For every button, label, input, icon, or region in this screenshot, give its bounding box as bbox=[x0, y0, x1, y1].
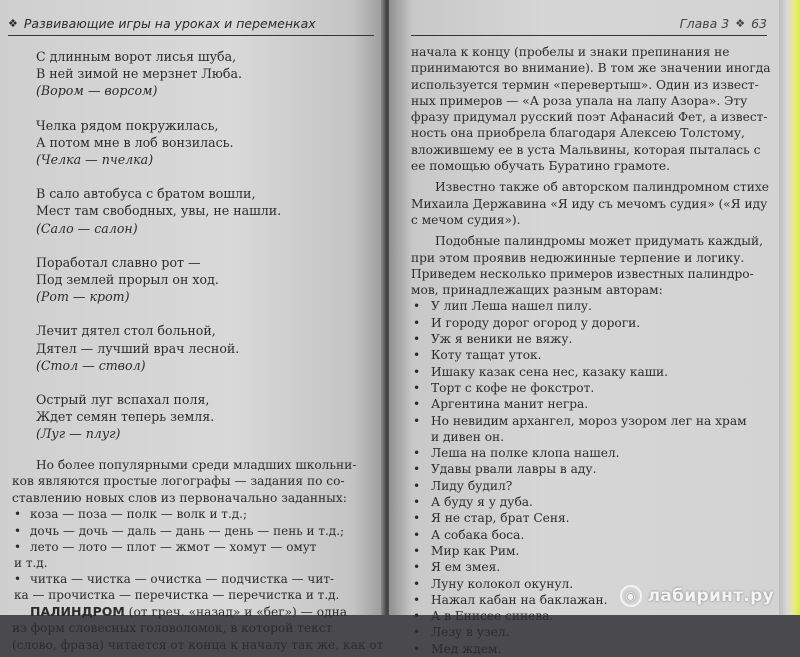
bullet-icon: • bbox=[413, 592, 421, 607]
page-edge-strip bbox=[779, 0, 800, 615]
list-item: • А буду я у дуба. bbox=[413, 495, 533, 510]
list-item: • Леша на полке клопа нашел. bbox=[413, 446, 620, 461]
bullet-icon: • bbox=[413, 380, 421, 395]
poem-answer: (Челка — пчелка) bbox=[36, 152, 154, 168]
text-line: Подобные палиндромы может придумать каждый, bbox=[435, 234, 764, 249]
list-item: • Мед ждем. bbox=[413, 641, 502, 656]
bullet-icon: • bbox=[413, 332, 421, 347]
page-number: 63 bbox=[751, 16, 767, 31]
poem-line: Острый луг вспахал поля, bbox=[36, 392, 210, 408]
chapter-label: Глава 3 bbox=[679, 16, 730, 31]
text-line: при этом проявив недюжинные терпение и логику. bbox=[411, 250, 745, 265]
list-item: • лето — лото — плот — жмот — хомут — омут и т.д. bbox=[14, 539, 317, 571]
bullet-icon: • bbox=[413, 527, 421, 542]
poem-line: Дятел — лучший врач лесной. bbox=[36, 340, 240, 356]
poem-line: В ней зимой не мерзнет Люба. bbox=[36, 66, 242, 82]
text-line: начала к концу (пробелы и знаки препинания не bbox=[411, 45, 730, 59]
watermark-text: лабиринт.ру bbox=[647, 586, 774, 606]
logograph-list bbox=[8, 506, 374, 603]
text-line: (от греч. «назад» и «бег») — одна bbox=[124, 604, 347, 619]
bullet-icon: • bbox=[413, 397, 421, 412]
poem-line: В сало автобуса с братом вошли, bbox=[36, 186, 256, 202]
poem-line: А потом мне в лоб вонзилась. bbox=[36, 134, 234, 150]
bullet-icon: • bbox=[14, 507, 22, 522]
poem-line: Под землей прорыл он ход. bbox=[36, 272, 219, 288]
diamond-icon: ❖ bbox=[8, 17, 18, 30]
palindrome-paragraph bbox=[411, 44, 771, 174]
list-item: • Лезу в узел. bbox=[413, 625, 510, 640]
list-item: • Лиду будил? bbox=[413, 478, 513, 493]
text-line: мов, принадлежащих разным авторам: bbox=[411, 283, 663, 298]
poem-line: Ждет семян теперь земля. bbox=[36, 409, 215, 425]
poem bbox=[36, 322, 374, 374]
list-item: • Но невидим архангел, мороз узором лег на храм и дивен он. bbox=[413, 413, 747, 444]
text-line: Но более популярными среди младших школьни- bbox=[36, 457, 357, 472]
left-header-title: Развивающие игры на уроках и переменках bbox=[23, 16, 316, 31]
text-line: фразу придумал русский поэт Афанасий Фет, а извест- bbox=[411, 110, 768, 125]
examples-paragraph bbox=[411, 233, 767, 298]
list-item: • Ишаку казак сена нес, казаку каши. bbox=[413, 364, 669, 379]
bullet-icon: • bbox=[413, 511, 421, 526]
poem bbox=[36, 254, 374, 306]
logograph-paragraph bbox=[12, 457, 374, 507]
bullet-icon: • bbox=[413, 462, 421, 477]
bullet-icon: • bbox=[413, 495, 421, 510]
list-item: • дочь — дочь — даль — дань — день — пень и т.д.; bbox=[14, 523, 345, 538]
text-line: с мечом судия»). bbox=[411, 212, 521, 227]
list-item: • У лип Леша нашел пилу. bbox=[413, 299, 592, 314]
list-item: • Аргентина манит негра. bbox=[413, 397, 589, 412]
poem bbox=[36, 48, 374, 100]
text-line: Приведем несколько примеров известных палиндро- bbox=[411, 266, 754, 281]
right-running-header bbox=[411, 16, 767, 36]
list-item: • коза — поза — полк — волк и т.д.; bbox=[14, 507, 248, 522]
text-line: (слово, фраза) читается от конца к началу так же, как от bbox=[12, 637, 384, 652]
bullet-icon: • bbox=[413, 560, 421, 575]
poem-answer: (Луг — плуг) bbox=[36, 426, 121, 442]
bullet-icon: • bbox=[413, 299, 421, 314]
list-item: • Нажал кабан на баклажан. bbox=[413, 592, 608, 607]
list-item: • Удавы рвали лавры в аду. bbox=[413, 462, 597, 477]
poem-answer: (Сало — салон) bbox=[36, 220, 138, 236]
list-item: • А собака боса. bbox=[413, 527, 525, 542]
bullet-icon: • bbox=[14, 572, 22, 587]
bullet-icon: • bbox=[14, 539, 22, 554]
bullet-icon: • bbox=[413, 446, 421, 461]
poem-line: Мест там свободных, увы, не нашли. bbox=[36, 203, 282, 219]
list-item: • Луну колокол окунул. bbox=[413, 576, 574, 591]
text-line: используется термин «перевертыш». Один из извест- bbox=[411, 77, 759, 92]
poem-line: С длинным ворот лисья шуба, bbox=[36, 49, 237, 64]
watermark bbox=[620, 585, 774, 607]
text-line: вложившему ее в уста Мальвины, которая пыталась с bbox=[411, 142, 761, 157]
list-item: • Мир как Рим. bbox=[413, 543, 520, 558]
list-item: • читка — чистка — очистка — подчистка — чит- ка — прочистка — перечистка — перечистка и т.д. bbox=[14, 572, 340, 603]
poem bbox=[36, 117, 374, 169]
bullet-icon: • bbox=[413, 625, 421, 640]
text-line: Михаила Державина «Я иду съ мечомъ судия» («Я иду bbox=[411, 196, 768, 211]
diamond-icon: ❖ bbox=[735, 17, 746, 30]
bullet-icon: • bbox=[413, 364, 421, 379]
list-item: • И городу дорог огород у дороги. bbox=[413, 315, 641, 330]
poem-line: Челка рядом покружилась, bbox=[36, 117, 219, 133]
riddle-poems bbox=[8, 48, 374, 443]
bullet-icon: • bbox=[413, 543, 421, 558]
bullet-icon: • bbox=[14, 523, 22, 538]
poem-answer: (Рот — крот) bbox=[36, 289, 130, 305]
poem-answer: (Стол — ствол) bbox=[36, 357, 146, 373]
text-line: из форм словесных головоломок, в которой текст bbox=[12, 621, 333, 636]
right-page bbox=[389, 0, 779, 656]
list-item: • Уж я веники не вяжу. bbox=[413, 332, 573, 347]
palindrome-definition bbox=[12, 603, 384, 654]
text-line: Известно также об авторском палиндромном стихе bbox=[435, 180, 769, 195]
list-item: • Торт с кофе не фокстрот. bbox=[413, 380, 595, 395]
list-item: • А в Енисее синева. bbox=[413, 609, 554, 624]
list-item: • Я не стар, брат Сеня. bbox=[413, 511, 570, 526]
bullet-icon: • bbox=[413, 641, 421, 656]
text-line: ставлению новых слов из первоначально заданных: bbox=[12, 490, 347, 505]
bullet-icon: • bbox=[413, 478, 421, 493]
labirint-logo-icon: ◉ bbox=[620, 585, 642, 607]
left-page bbox=[0, 0, 384, 652]
term-heading: ПАЛИНДРОМ bbox=[30, 603, 125, 619]
text-line: принимаются во внимание). В том же значении иногда bbox=[411, 61, 771, 76]
left-running-header bbox=[8, 16, 374, 36]
bullet-icon: • bbox=[413, 315, 421, 330]
poem-answer: (Вором — ворсом) bbox=[36, 83, 158, 99]
text-line: ее помощью обучать Буратино грамоте. bbox=[411, 159, 670, 174]
poem bbox=[36, 185, 374, 237]
bullet-icon: • bbox=[413, 576, 421, 591]
derzhavin-paragraph bbox=[411, 179, 767, 228]
list-item: • Коту тащат уток. bbox=[413, 348, 542, 363]
bullet-icon: • bbox=[413, 413, 421, 428]
bullet-icon: • bbox=[413, 609, 421, 624]
text-line: ков являются простые логографы — задания по со- bbox=[12, 474, 345, 489]
poem-line: Лечит дятел стол больной, bbox=[36, 323, 216, 339]
list-item: • Я ем змея. bbox=[413, 560, 501, 575]
bullet-icon: • bbox=[413, 348, 421, 363]
poem bbox=[36, 391, 374, 443]
text-line: ных примеров — «А роза упала на лапу Азора». Эту bbox=[411, 93, 748, 108]
poem-line: Поработал славно рот — bbox=[36, 254, 201, 270]
text-line: ность она приобрела благодаря Алексею Толстому, bbox=[411, 126, 745, 141]
